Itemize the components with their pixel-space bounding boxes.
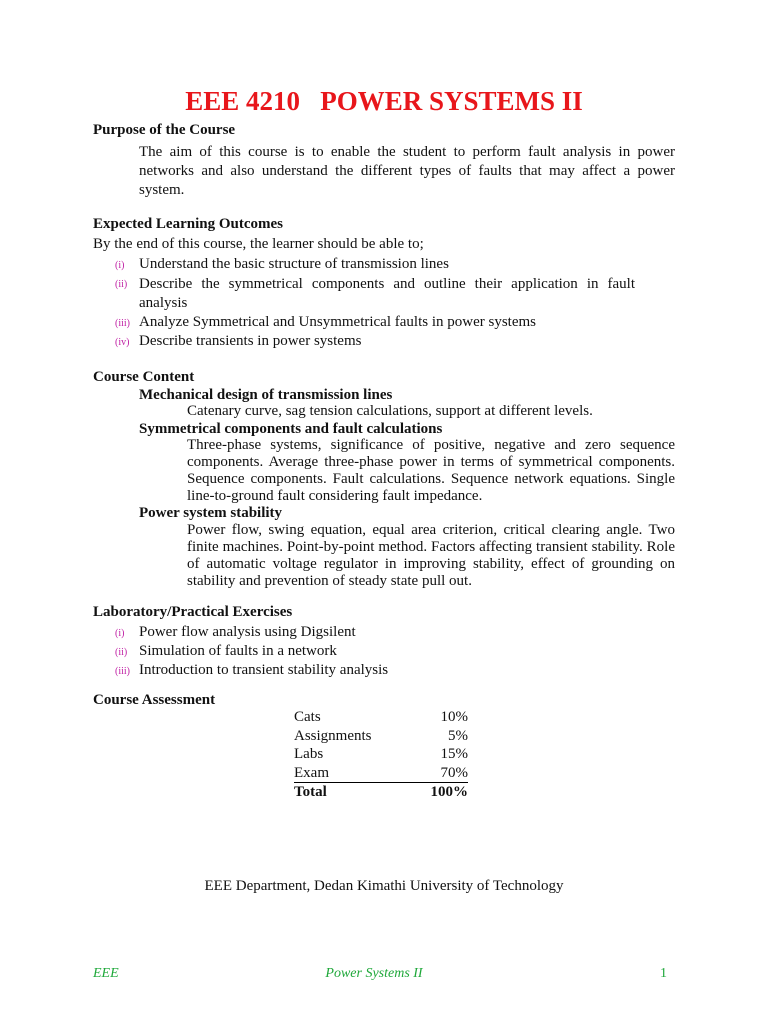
course-title: EEE 4210 POWER SYSTEMS II [185, 86, 583, 116]
footer-center: Power Systems II [325, 966, 423, 981]
content-heading: Course Content [93, 369, 195, 385]
lab-item: Power flow analysis using Digsilent [139, 624, 356, 640]
purpose-text: The aim of this course is to enable the student to perform fault analysis in power networks and also understand the different types of faults that may affect a power system. [139, 144, 675, 198]
outcome-item [139, 275, 635, 313]
outcomes-intro: By the end of this course, the learner should be able to; [93, 236, 424, 252]
purpose-heading: Purpose of the Course [93, 122, 236, 138]
assessment-value: 15% [440, 746, 468, 763]
total-value: 100% [394, 783, 468, 802]
table-row [294, 745, 468, 764]
lab-item: Introduction to transient stability analysis [139, 662, 389, 678]
assessment-value: 10% [440, 709, 468, 726]
lab-item: Simulation of faults in a network [139, 643, 337, 659]
outcome-item: Analyze Symmetrical and Unsymmetrical faults in power systems [139, 314, 536, 330]
assessment-value: 70% [440, 764, 468, 781]
department-line: EEE Department, Dedan Kimathi University of Technology [204, 878, 564, 894]
outcome-item-line1: Describe the symmetrical components and outline their application in fault [139, 276, 635, 292]
assessment-table [294, 708, 468, 802]
outcome-item-line2: analysis [139, 295, 188, 311]
assessment-label: Labs [294, 746, 324, 763]
outcome-numeral: (iii) [115, 318, 130, 329]
outcome-item: Understand the basic structure of transmission lines [139, 256, 449, 272]
outcome-numeral: (ii) [115, 279, 128, 290]
table-row [294, 727, 468, 746]
assessment-value: 5% [448, 727, 468, 744]
footer-left: EEE [93, 966, 119, 981]
topic-title: Symmetrical components and fault calculations [139, 421, 443, 437]
assessment-label: Cats [294, 709, 321, 726]
page-number: 1 [660, 966, 667, 981]
outcomes-heading: Expected Learning Outcomes [93, 216, 283, 232]
lab-heading: Laboratory/Practical Exercises [93, 604, 293, 620]
assessment-heading: Course Assessment [93, 692, 216, 708]
assessment-label: Assignments [294, 727, 372, 744]
outcome-item: Describe transients in power systems [139, 333, 362, 349]
topic-title: Mechanical design of transmission lines [139, 387, 393, 403]
topic-text: Three-phase systems, significance of positive, negative and zero sequence components. Average three-phase power in terms of symmetrical components. Sequence components. Fault calculations. Sequence network equations. Single line-to-ground fault considering fault impedance. [187, 437, 675, 504]
total-label: Total [294, 783, 394, 802]
table-row [294, 764, 468, 783]
lab-numeral: (i) [115, 628, 125, 639]
table-row [294, 708, 468, 727]
topic-text: Catenary curve, sag tension calculations, support at different levels. [187, 403, 593, 419]
lab-numeral: (iii) [115, 666, 130, 677]
outcome-numeral: (i) [115, 260, 125, 271]
topic-text: Power flow, swing equation, equal area criterion, critical clearing angle. Two finite machines. Point-by-point method. Factors affecting transient stability. Role of automatic voltage regulator in improving stability, effect of grounding on stability and prevention of steady state pull out. [187, 522, 675, 589]
topic-title: Power system stability [139, 505, 283, 521]
assessment-label: Exam [294, 764, 329, 781]
outcome-numeral: (iv) [115, 337, 130, 348]
total-row [294, 783, 468, 802]
lab-numeral: (ii) [115, 647, 128, 658]
